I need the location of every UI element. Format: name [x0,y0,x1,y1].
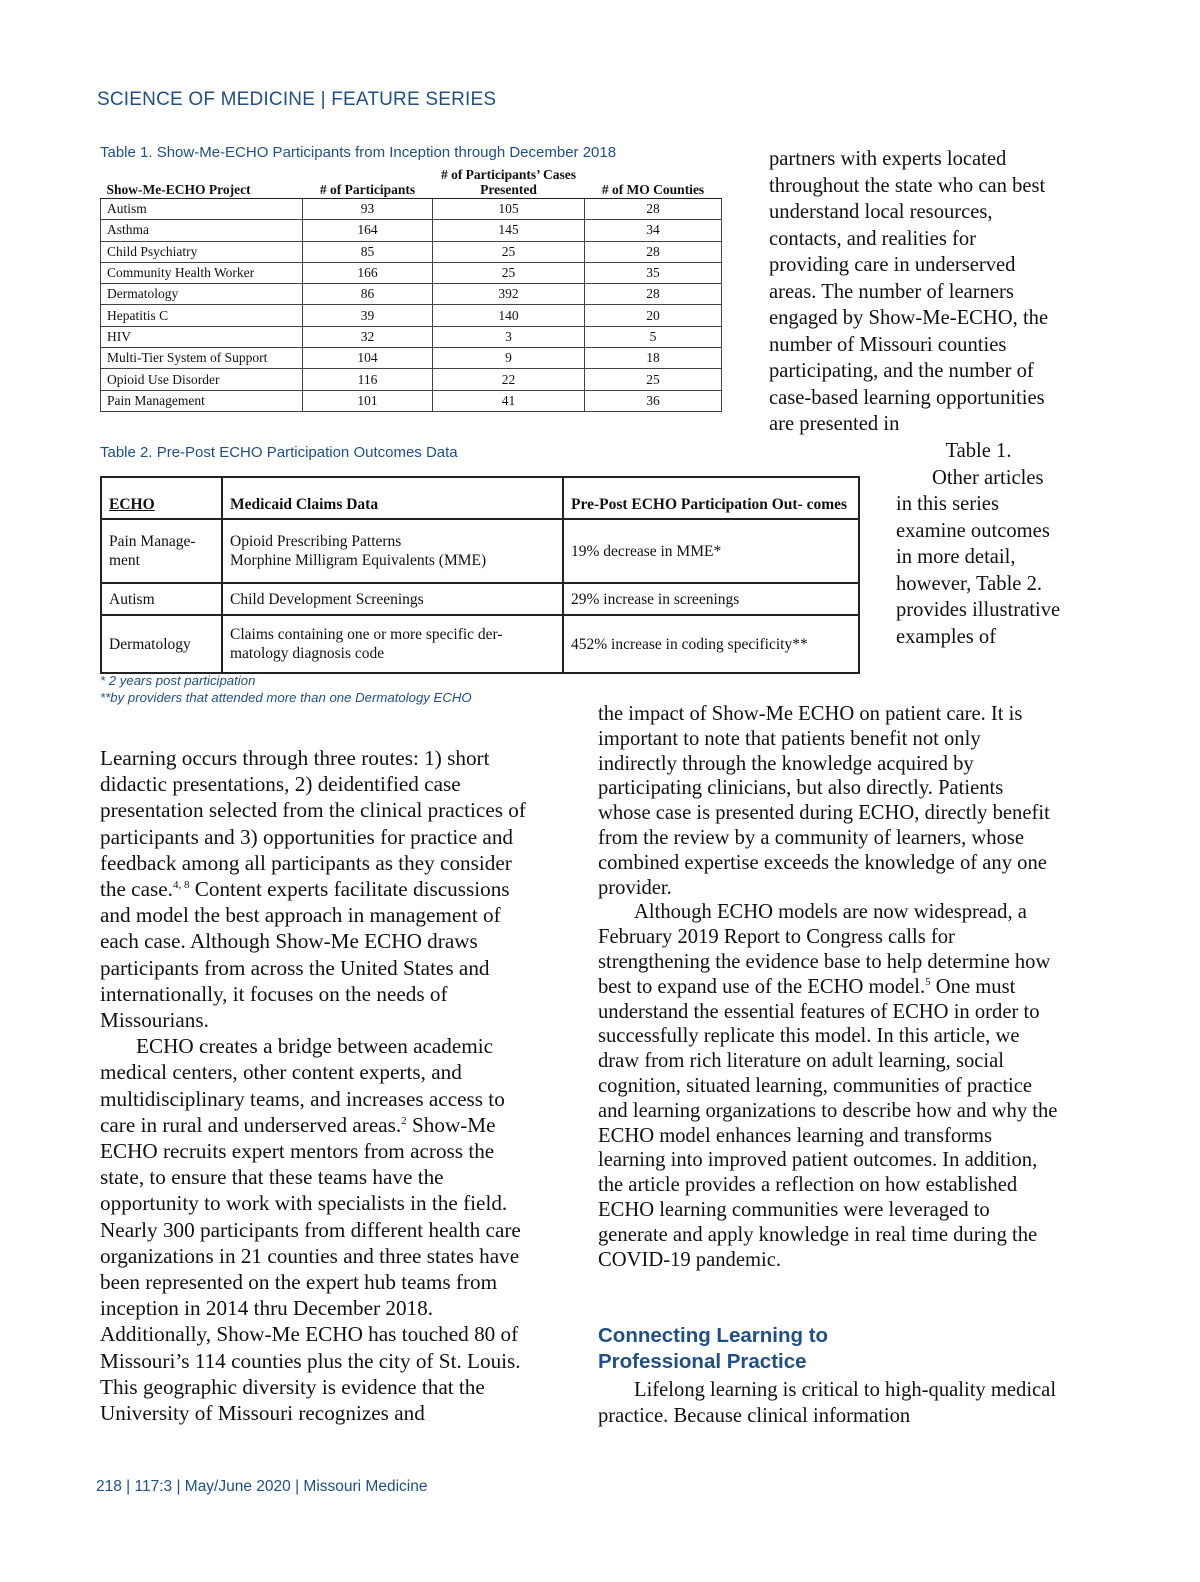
body-text-left [100,745,540,1426]
table2-footnote: * 2 years post participation [100,673,256,688]
table-cell: 9 [433,348,585,369]
table-cell: Community Health Worker [101,262,303,283]
table-cell: 140 [433,305,585,326]
table-cell: 36 [585,390,722,411]
table-cell: 5 [585,326,722,347]
table-cell: 19% decrease in MME* [563,519,859,583]
table-row [101,241,722,262]
table-cell: 101 [303,390,433,411]
table1-header-row [101,166,722,199]
table-cell: 35 [585,262,722,283]
table-cell: 28 [585,241,722,262]
table-cell: HIV [101,326,303,347]
table1-caption: Table 1. Show-Me-ECHO Participants from Inception through December 2018 [100,144,617,161]
table-row [101,262,722,283]
table-cell: Opioid Prescribing Patterns Morphine Milligram Equivalents (MME) [222,519,563,583]
table-cell: Child Psychiatry [101,241,303,262]
table-row [101,348,722,369]
table-cell: 41 [433,390,585,411]
table-cell: Pain Manage- ment [101,519,222,583]
table-row [101,305,722,326]
table-cell: 166 [303,262,433,283]
table2-outcomes [100,476,860,674]
table-cell: Child Development Screenings [222,583,563,615]
text-span: One must understand the essential features of ECHO in order to successfully replicate this model. In this article, we draw from rich literature on adult learning, social cognition, situated learning, communities of practice and learning organizations to describe how and why the ECHO model enhances learning and transforms learning into improved patient outcomes. In addition, the article provides a reflection on how established ECHO learning communities were leveraged to generate and apply knowledge in real time during the COVID-19 pandemic. [598,975,1058,1271]
running-header: SCIENCE OF MEDICINE | FEATURE SERIES [97,89,497,110]
table-cell: 25 [433,262,585,283]
citation: 5 [925,975,931,988]
paragraph [100,1033,540,1426]
table2-header-row [101,477,859,519]
table-row [101,369,722,390]
paragraph [598,900,1058,1272]
table-cell: 164 [303,220,433,241]
table2-col-claims: Medicaid Claims Data [222,477,563,519]
table-cell: 34 [585,220,722,241]
text-span: Learning occurs through three routes: 1) short didactic presentations, 2) deidentified case presentation selected from the clinical practices of participants and 3) opportunities for practice and feedback among all participants as they consider the case. [100,746,526,902]
table-cell: Hepatitis C [101,305,303,326]
table-cell: 3 [433,326,585,347]
table-cell: Dermatology [101,615,222,673]
table1-col-project: Show-Me-ECHO Project [101,166,303,199]
table-cell: 105 [433,199,585,220]
table-cell: 29% increase in screenings [563,583,859,615]
table-cell: 86 [303,284,433,305]
table-row [101,583,859,615]
table-cell: Autism [101,583,222,615]
table-cell: 20 [585,305,722,326]
section-heading: Connecting Learning to Professional Practice [598,1324,829,1373]
table1-col-counties: # of MO Counties [585,166,722,199]
text-span: Content experts facilitate discussions and model the best approach in management of each case. Although Show-Me ECHO draws participants from across the United States and internationally, it focuses on the needs of Missourians. [100,877,510,1033]
table-cell: 392 [433,284,585,305]
table-cell: Opioid Use Disorder [101,369,303,390]
text-span: Although ECHO models are now widespread, a February 2019 Report to Congress calls for strengthening the evidence base to help determine how best to expand use of the ECHO model. [598,901,1051,998]
paragraph: Other articles in this series examine outcomes in more detail, however, Table 2. provides illustrative examples of [896,466,1061,648]
table-cell: 93 [303,199,433,220]
paragraph: partners with experts located throughout the state who can best understand local resources, contacts, and realities for providing care in underserved areas. The number of learners engaged by Show-Me-ECHO, the number of Missouri counties participating, and the number of case-based learning opportunities are presented in [769,148,1049,435]
table1-col-participants: # of Participants [303,166,433,199]
table2-caption: Table 2. Pre-Post ECHO Participation Outcomes Data [100,444,458,461]
table-row [101,199,722,220]
body-text-right-narrow [896,438,1061,650]
table-row [101,615,859,673]
table-cell: 145 [433,220,585,241]
body-text-right-top [769,146,1059,438]
body-text-right [598,702,1058,1272]
table2-col-outcomes: Pre-Post ECHO Participation Out- comes [563,477,859,519]
table-cell: 28 [585,199,722,220]
table-cell: 452% increase in coding specificity** [563,615,859,673]
table-cell: 25 [585,369,722,390]
table-cell: 85 [303,241,433,262]
table1-participants [100,166,722,412]
citation: 4, 8 [172,878,190,891]
table-cell: Pain Management [101,390,303,411]
table-cell: 25 [433,241,585,262]
paragraph: Table 1. [945,440,1012,462]
table-cell: 116 [303,369,433,390]
table-cell: Autism [101,199,303,220]
text-span: ECHO creates a bridge between academic medical centers, other content experts, and multidisciplinary teams, and increases access to care in rural and underserved areas. [100,1034,505,1137]
table-cell: 39 [303,305,433,326]
table-row [101,519,859,583]
table-cell: Asthma [101,220,303,241]
table2-col-echo: ECHO [101,477,222,519]
citation: 2 [401,1114,407,1127]
table-cell: 104 [303,348,433,369]
table-row [101,390,722,411]
paragraph [100,745,540,1033]
table2-footnote: **by providers that attended more than one Dermatology ECHO [100,690,472,705]
table-cell: Claims containing one or more specific der- matology diagnosis code [222,615,563,673]
paragraph: Lifelong learning is critical to high-quality medical practice. Because clinical information [598,1379,1057,1427]
table-cell: Multi-Tier System of Support [101,348,303,369]
table-row [101,284,722,305]
table1-col-cases: # of Participants’ Cases Presented [433,166,585,199]
paragraph: the impact of Show-Me ECHO on patient care. It is important to note that patients benefit not only indirectly through the knowledge acquired by participating clinicians, but also directly. Patients whose case is presented during ECHO, directly benefit from the review by a community of learners, whose combined expertise exceeds the knowledge of any one provider. [598,703,1050,899]
table-cell: 18 [585,348,722,369]
table-row [101,326,722,347]
table-cell: 22 [433,369,585,390]
table-cell: Dermatology [101,284,303,305]
page-footer: 218 | 117:3 | May/June 2020 | Missouri Medicine [96,1478,428,1495]
table-row [101,220,722,241]
text-span: Show-Me ECHO recruits expert mentors from across the state, to ensure that these teams have the opportunity to work with specialists in the field. Nearly 300 participants from different health care organizations in 21 counties and three states have been represented on the expert hub teams from inception in 2014 thru December 2018. Additionally, Show-Me ECHO has touched 80 of Missouri’s 114 counties plus the city of St. Louis. This geographic diversity is evidence that the University of Missouri recognizes and [100,1112,521,1426]
body-text-right-section [598,1377,1058,1429]
table-cell: 32 [303,326,433,347]
table-cell: 28 [585,284,722,305]
